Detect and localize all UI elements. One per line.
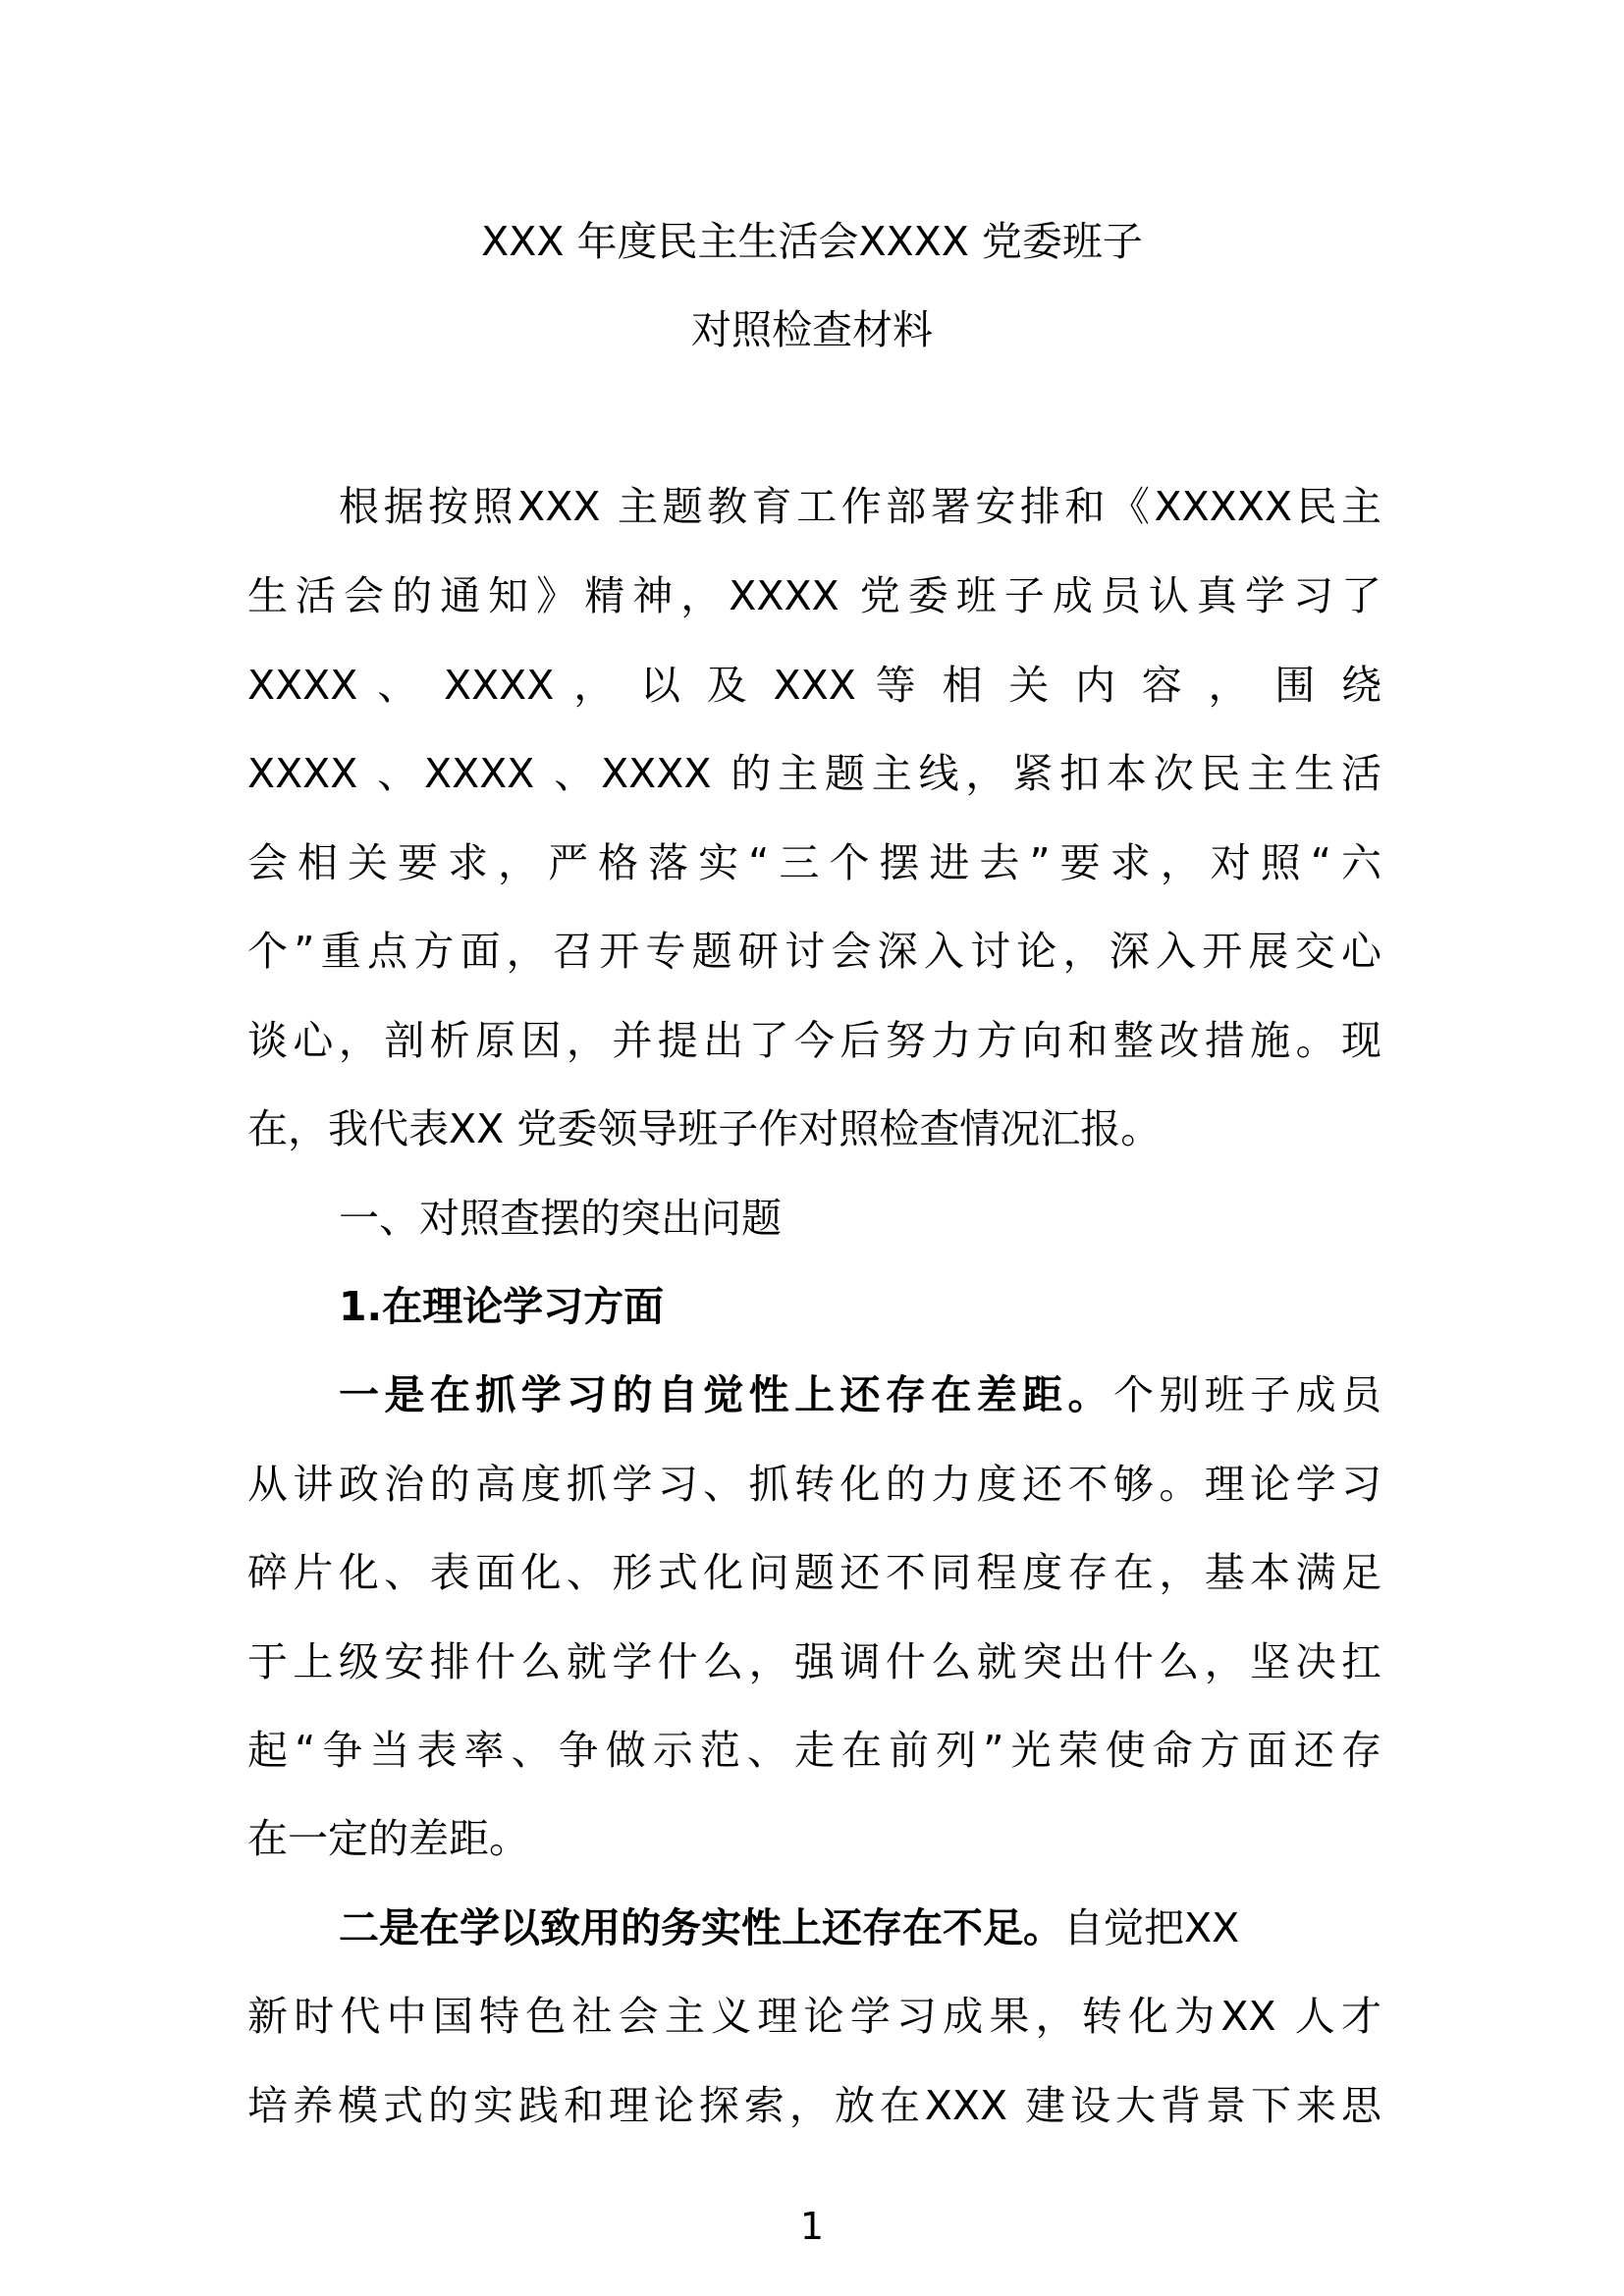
paragraph-line: 谈心，剖析原因，并提出了今后努力方向和整改措施。现 (247, 1017, 1381, 1064)
document-title: XXX 年度民主生活会XXXX 党委班子 (481, 218, 1143, 265)
paragraph-line: 从讲政治的高度抓学习、抓转化的力度还不够。理论学习 (247, 1461, 1381, 1508)
point1-first-line (339, 1371, 1381, 1418)
point2-lead: 二是在学以致用的务实性上还存在不足。 (339, 1904, 1063, 1951)
point1-lead-rest: 个别班子成员 (1112, 1371, 1381, 1418)
paragraph-line: 在，我代表XX 党委领导班子作对照检查情况汇报。 (247, 1105, 1162, 1152)
point1-lead: 一是在抓学习的自觉性上还存在差距。 (339, 1371, 1113, 1418)
paragraph-line: 在一定的差距。 (247, 1815, 529, 1862)
page-number: 1 (799, 2205, 825, 2248)
paragraph-line: 新时代中国特色社会主义理论学习成果，转化为XX 人才 (247, 1993, 1381, 2040)
paragraph-line: XXXX 、 XXXX ， 以 及 XXX 等 相 关 内 容 ， 围 绕 (247, 662, 1381, 709)
paragraph-line: 个”重点方面，召开专题研讨会深入讨论，深入开展交心 (247, 928, 1381, 975)
paragraph-line: 碎片化、表面化、形式化问题还不同程度存在，基本满足 (247, 1549, 1381, 1596)
paragraph-line: 于上级安排什么就学什么，强调什么就突出什么，坚决扛 (247, 1638, 1381, 1685)
paragraph-line: 会相关要求，严格落实“三个摆进去”要求，对照“六 (247, 839, 1381, 886)
point2-first-line (339, 1904, 1381, 1951)
paragraph-line: 根据按照XXX 主题教育工作部署安排和《XXXXX民主 (339, 483, 1381, 530)
paragraph-line: XXXX 、XXXX 、XXXX 的主题主线，紧扣本次民主生活 (247, 750, 1381, 797)
paragraph-line: 生活会的通知》精神，XXXX 党委班子成员认真学习了 (247, 572, 1381, 619)
subsection-heading: 1.在理论学习方面 (339, 1283, 665, 1330)
paragraph-line: 起“争当表率、争做示范、走在前列”光荣使命方面还存 (247, 1727, 1381, 1774)
document-subtitle: 对照检查材料 (691, 306, 933, 353)
section-heading: 一、对照查摆的突出问题 (339, 1195, 782, 1242)
paragraph-line: 培养模式的实践和理论探索，放在XXX 建设大背景下来思 (247, 2082, 1381, 2129)
point2-lead-rest: 自觉把XX (1063, 1904, 1240, 1951)
